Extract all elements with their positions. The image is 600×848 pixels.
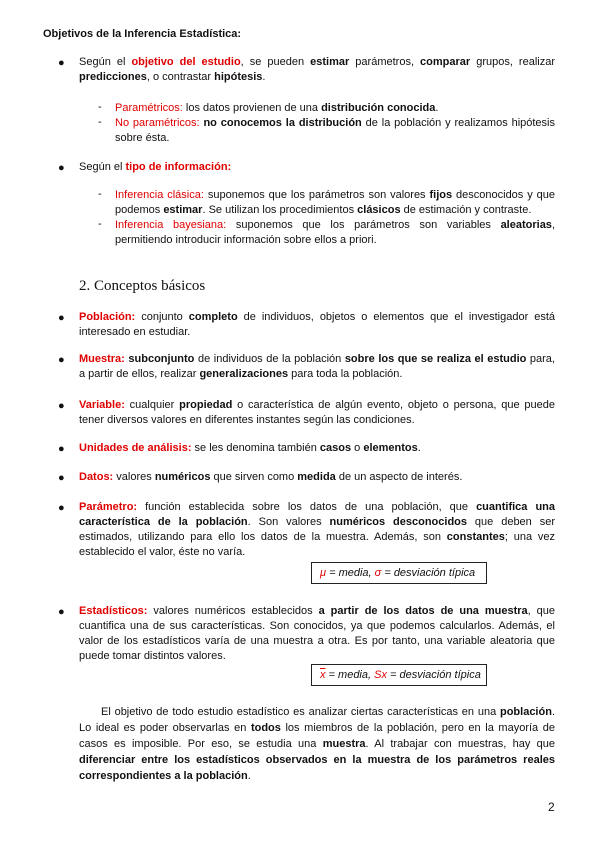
objectives-bullet-1: Según el objetivo del estudio, se pueden estimar parámetros, comparar grupos, realizar predicciones, o contrastar hipótesis. [79,56,555,83]
dash-marker: - [98,101,102,113]
concept-parametro: Parámetro: función establecida sobre los datos de una población, que cuantifica una característica de la población. Son valores numéricos desconocidos que deben ser estimados, utilizando para ello los datos de la muestra. Además, son constantes; una vez establecido el valor, éste no varía. [79,501,555,558]
dash-marker: - [98,218,102,230]
concept-unidades: Unidades de análisis: se les denomina también casos o elementos. [79,442,421,454]
bullet-dot: ● [58,162,65,174]
sub-item-no-parametricos: No paramétricos: no conocemos la distribución de la población y realizamos hipótesis sobre ésta. [115,117,555,144]
concept-muestra: Muestra: subconjunto de individuos de la población sobre los que se realiza el estudio para, a partir de ellos, realizar generalizaciones para toda la población. [79,353,555,380]
concept-variable: Variable: cualquier propiedad o característica de algún evento, objeto o persona, que puede tener diversos valores en diferentes instantes según las condiciones. [79,399,555,426]
parametro-formula-box: μ = media, σ = desviación típica [311,562,487,584]
bullet-dot: ● [58,312,65,324]
bullet-dot: ● [58,57,65,69]
dash-marker: - [98,188,102,200]
objectives-bullet-2: Según el tipo de información: [79,161,232,173]
bullet-dot: ● [58,606,65,618]
bullet-dot: ● [58,502,65,514]
sub-item-inferencia-clasica: Inferencia clásica: suponemos que los parámetros son valores fijos desconocidos y que podemos estimar. Se utilizan los procedimientos clásicos de estimación y contraste. [115,189,555,216]
sub-item-parametricos: Paramétricos: los datos provienen de una distribución conocida. [115,102,439,114]
concept-estadisticos: Estadísticos: valores numéricos establecidos a partir de los datos de una muestra, que cuantifica una de sus características. Son conocidos, ya que podemos calcularlos. Además, el valor de los estadísticos varía de una muestra a otra. Es por tanto, una variable aleatoria que puede tomar distintos valores. [79,605,556,662]
dash-marker: - [98,116,102,128]
concept-datos: Datos: valores numéricos que sirven como medida de un aspecto de interés. [79,471,463,483]
bullet-dot: ● [58,400,65,412]
section-title: 2. Conceptos básicos [79,278,206,294]
estadisticos-formula-box: $\overline{x}$ = media, Sx = desviación típica [311,664,487,686]
bullet-dot: ● [58,472,65,484]
objectives-title: Objetivos de la Inferencia Estadística: [43,28,242,40]
closing-paragraph: El objetivo de todo estudio estadístico es analizar ciertas características en una población. Lo ideal es poder observarlas en todos los miembros de la población, pero en la mayoría de casos es imposible. Por eso, se estudia una muestra. Al trabajar con muestras, hay que diferenciar entre los estadísticos observados en la muestra de los parámetros reales correspondientes a la población. [79,706,555,782]
bullet-dot: ● [58,354,65,366]
sub-item-inferencia-bayesiana: Inferencia bayesiana: suponemos que los parámetros son variables aleatorias, permitiendo introducir información sobre ellos a priori. [115,219,555,246]
bullet-dot: ● [58,443,65,455]
page-number: 2 [548,800,555,814]
concept-poblacion: Población: conjunto completo de individuos, objetos o elementos que el investigador está interesado en estudiar. [79,311,556,338]
